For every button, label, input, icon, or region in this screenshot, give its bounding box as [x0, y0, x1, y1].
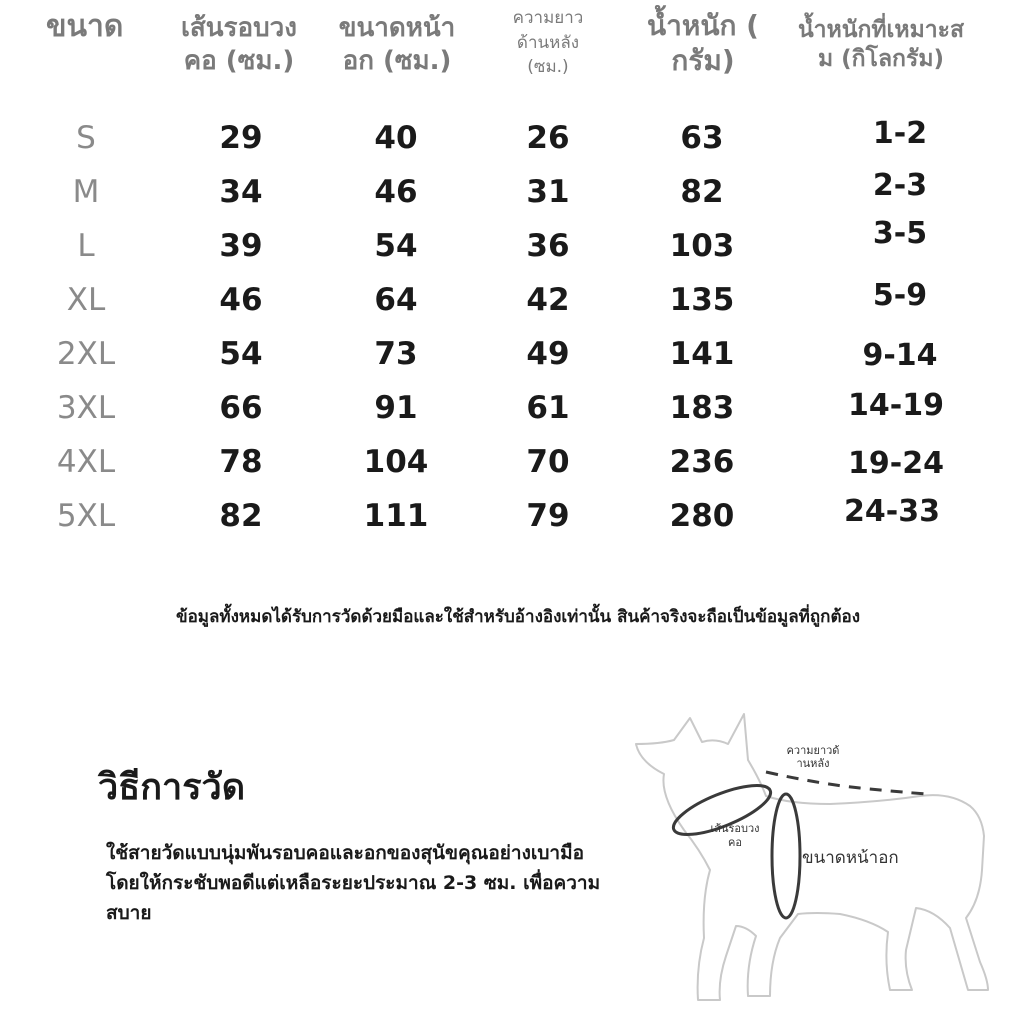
table-row [0, 444, 1024, 498]
how-to-measure-description: ใช้สายวัดแบบนุ่มพันรอบคอและอกของสุนัขคุณอย่างเบามือ โดยให้กระชับพอดีแต่เหลือระยะประมาณ 2-3 ซม. เพื่อความสบาย [106, 842, 601, 924]
back-value: 49 [526, 336, 570, 372]
dog-measurement-diagram [620, 700, 1010, 1018]
back-value: 36 [526, 228, 570, 264]
header-neck-circumference: เส้นรอบวง คอ (ซม.) [181, 13, 297, 76]
fit-value: 5-9 [872, 278, 928, 313]
table-row [0, 216, 1024, 282]
chest-value: 64 [374, 282, 418, 318]
header-chest-size: ขนาดหน้า อก (ซม.) [338, 13, 456, 76]
chest-label: ขนาดหน้าอก [802, 848, 899, 868]
chest-value: 104 [363, 444, 429, 480]
chest-value: 40 [374, 120, 418, 156]
weight-value: 141 [669, 336, 735, 372]
chest-value: 54 [374, 228, 418, 264]
header-weight: น้ำหนัก ( กรัม) [647, 9, 759, 77]
measurement-disclaimer: ข้อมูลทั้งหมดได้รับการวัดด้วยมือและใช้สำหรับอ้างอิงเท่านั้น สินค้าจริงจะถือเป็นข้อมูลที่ถูกต้อง [175, 607, 861, 627]
weight-value: 82 [680, 174, 724, 210]
weight-value: 280 [669, 498, 735, 534]
table-row [0, 390, 1024, 444]
header-back-length: ความยาว ด้านหลัง (ซม.) [512, 8, 584, 78]
chest-value: 46 [374, 174, 418, 210]
neck-value: 29 [219, 120, 263, 156]
neck-value: 54 [219, 336, 263, 372]
fit-value: 19-24 [848, 446, 944, 481]
size-label: XL [66, 282, 106, 318]
fit-value: 1-2 [872, 116, 928, 151]
back-value: 61 [526, 390, 570, 426]
weight-value: 135 [669, 282, 735, 318]
back-length-label: ความยาวด้ านหลัง [786, 744, 840, 770]
fit-value: 9-14 [862, 338, 938, 373]
neck-value: 82 [219, 498, 263, 534]
table-row [0, 336, 1024, 390]
table-row [0, 116, 1024, 174]
chest-value: 91 [374, 390, 418, 426]
neck-label: เส้นรอบวง คอ [710, 822, 760, 849]
weight-value: 236 [669, 444, 735, 480]
back-value: 79 [526, 498, 570, 534]
size-label: S [76, 120, 96, 156]
header-size: ขนาด [46, 9, 124, 44]
fit-value: 24-33 [844, 494, 940, 529]
header-suitable-weight: น้ำหนักที่เหมาะส ม (กิโลกรัม) [797, 17, 965, 72]
weight-value: 103 [669, 228, 735, 264]
chest-value: 111 [363, 498, 429, 534]
neck-value: 39 [219, 228, 263, 264]
back-length-line [766, 772, 926, 794]
neck-value: 78 [219, 444, 263, 480]
weight-value: 63 [680, 120, 724, 156]
back-value: 70 [526, 444, 570, 480]
chest-value: 73 [374, 336, 418, 372]
fit-value: 2-3 [872, 168, 928, 203]
back-value: 31 [526, 174, 570, 210]
table-row [0, 494, 1024, 552]
size-label: 3XL [56, 390, 116, 426]
size-label: L [77, 228, 95, 264]
table-row [0, 278, 1024, 336]
size-label: M [72, 174, 100, 210]
how-to-measure-title: วิธีการวัด [98, 767, 246, 808]
back-value: 42 [526, 282, 570, 318]
size-label: 2XL [56, 336, 116, 372]
fit-value: 3-5 [872, 216, 928, 251]
weight-value: 183 [669, 390, 735, 426]
chest-loop [772, 794, 800, 918]
size-label: 5XL [56, 498, 116, 534]
neck-value: 34 [219, 174, 263, 210]
fit-value: 14-19 [848, 388, 944, 423]
size-label: 4XL [56, 444, 116, 480]
neck-value: 46 [219, 282, 263, 318]
neck-value: 66 [219, 390, 263, 426]
back-value: 26 [526, 120, 570, 156]
